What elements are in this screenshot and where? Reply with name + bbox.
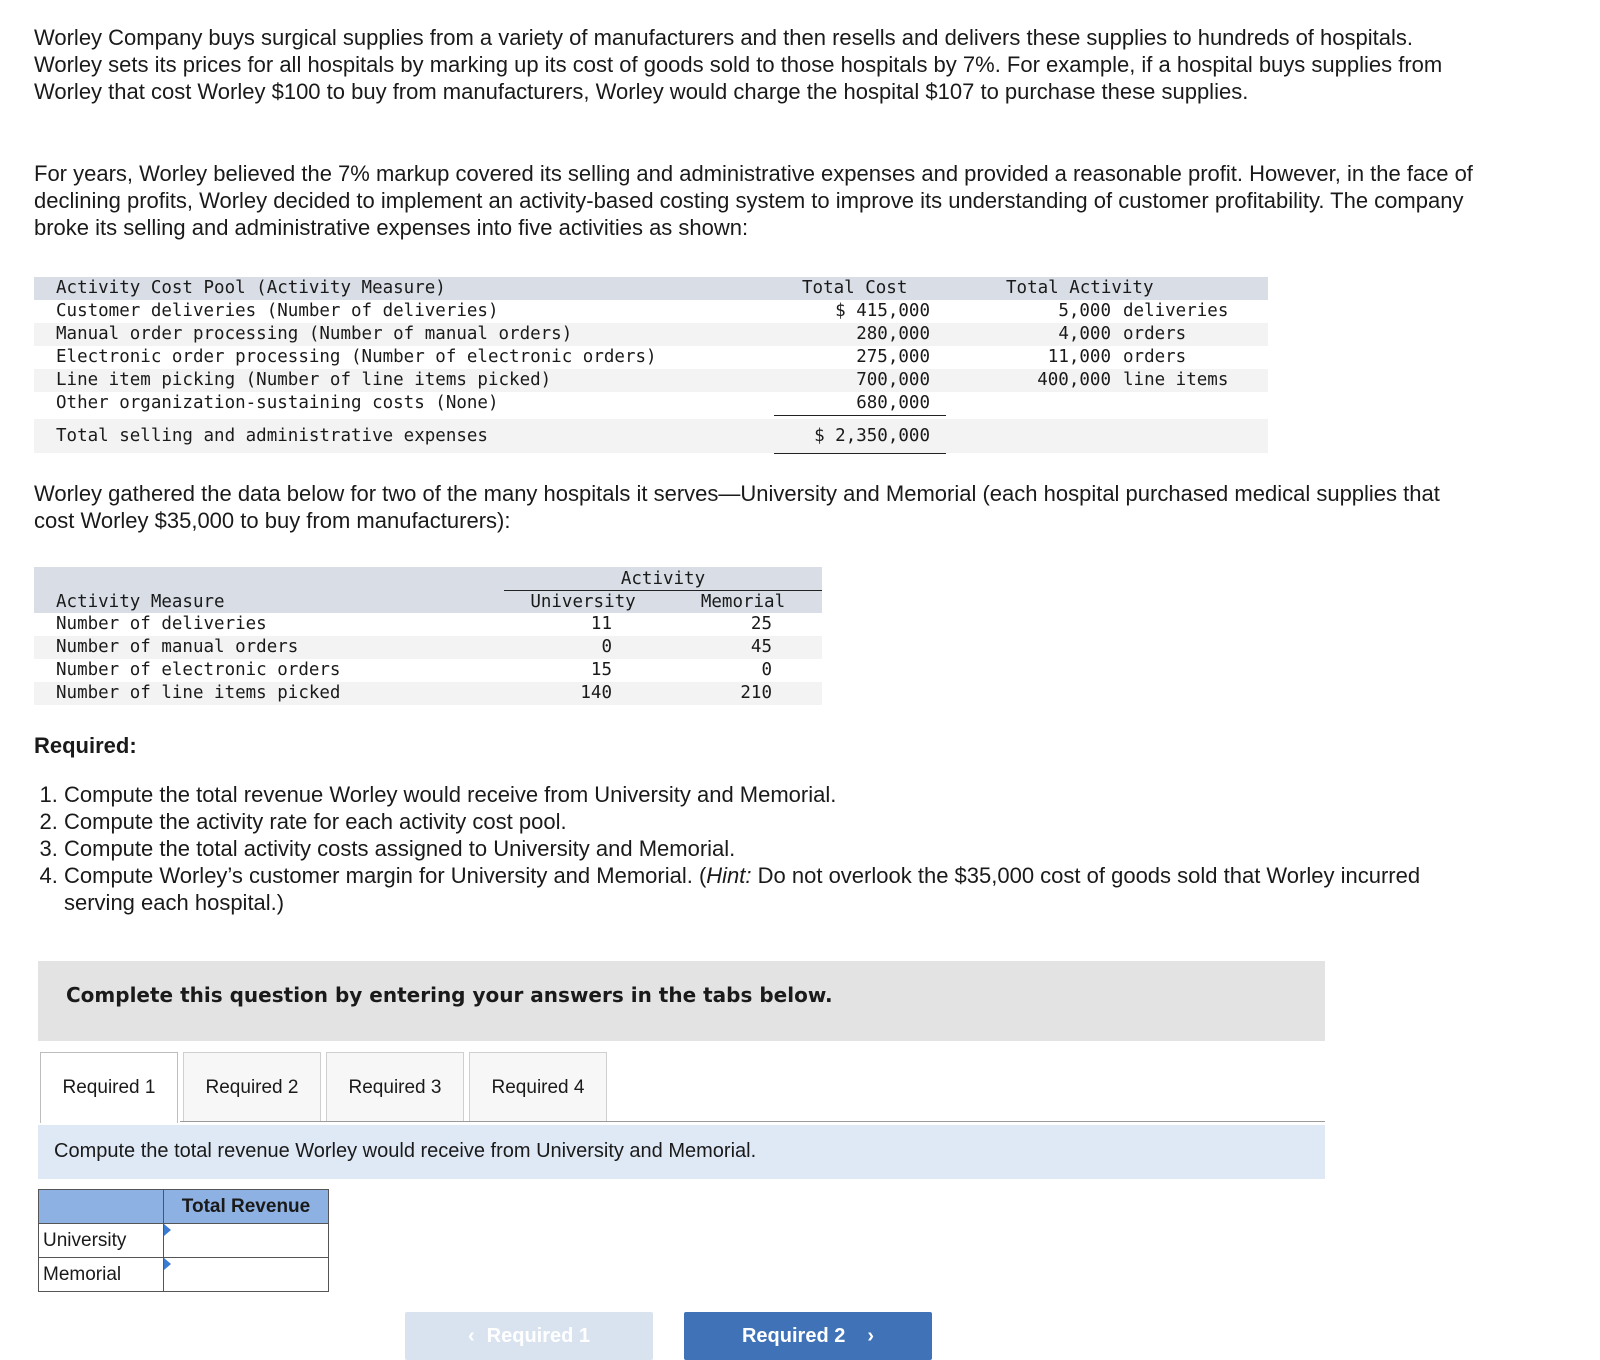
header-activity-measure: Activity Measure bbox=[56, 592, 225, 612]
required-item: 3. Compute the total activity costs assigned to University and Memorial. bbox=[64, 835, 1484, 862]
cell-measure: Number of line items picked bbox=[56, 683, 341, 703]
tab-required-3[interactable]: Required 3 bbox=[326, 1052, 464, 1121]
table-row bbox=[34, 369, 1268, 392]
memorial-revenue-cell bbox=[164, 1258, 329, 1292]
cell-cost: 680,000 bbox=[856, 393, 930, 413]
required-item: 1. Compute the total revenue Worley would receive from University and Memorial. bbox=[64, 781, 1484, 808]
cell-memorial: 25 bbox=[750, 614, 772, 634]
cell-measure: Number of electronic orders bbox=[56, 660, 341, 680]
item4-text: Compute Worley’s customer margin for University and Memorial. ( bbox=[64, 863, 707, 888]
cell-pool: Customer deliveries (Number of deliveries) bbox=[56, 301, 499, 321]
hospital-activity-table bbox=[34, 567, 822, 707]
header-activity-cost-pool: Activity Cost Pool (Activity Measure) bbox=[56, 278, 446, 298]
header-memorial: Memorial bbox=[700, 592, 786, 612]
activity-cost-table bbox=[34, 277, 1268, 453]
cell-cost: 700,000 bbox=[856, 370, 930, 390]
total-label: Total selling and administrative expenses bbox=[56, 426, 488, 446]
cell-measure: Number of manual orders bbox=[56, 637, 299, 657]
cell-unit: orders bbox=[1123, 347, 1187, 367]
cell-qty: 5,000 bbox=[1058, 301, 1111, 321]
cell-university: 15 bbox=[590, 660, 612, 680]
chevron-left-icon: ‹ bbox=[467, 1325, 475, 1347]
table-row bbox=[34, 392, 1268, 415]
next-button-label: Required 2 bbox=[741, 1325, 846, 1347]
intro-paragraph-3: Worley gathered the data below for two of the many hospitals it serves—University and Memorial (each hospital purchased medical supplies that cost Worley $35,000 to buy from manufacturers): bbox=[34, 481, 1440, 533]
cell-university: 11 bbox=[590, 614, 612, 634]
cell-unit: deliveries bbox=[1123, 301, 1229, 321]
cell-qty: 400,000 bbox=[1037, 370, 1111, 390]
tab-required-4[interactable]: Required 4 bbox=[469, 1052, 607, 1121]
answer-table bbox=[38, 1189, 329, 1292]
answer-label-university: University bbox=[39, 1224, 164, 1258]
intro-paragraph-1: Worley Company buys surgical supplies from a variety of manufacturers and then resells and delivers these supplies to hundreds of hospitals. Worley sets its prices for all hospitals by marking up its cost of goods sold to those hospitals by 7%. For example, if a hospital buys supplies from Worley that cost Worley $100 to buy from manufacturers, Worley would charge the hospital $107 to purchase these supplies. bbox=[34, 25, 1443, 104]
total-rule bbox=[774, 453, 946, 454]
cell-qty: 4,000 bbox=[1058, 324, 1111, 344]
header-activity-group: Activity bbox=[620, 569, 706, 589]
table-row bbox=[34, 323, 1268, 346]
header-total-activity: Total Activity bbox=[1006, 278, 1154, 298]
header-university: University bbox=[530, 592, 636, 612]
chevron-right-icon: › bbox=[867, 1325, 875, 1347]
required-list bbox=[34, 781, 1484, 916]
cell-measure: Number of deliveries bbox=[56, 614, 267, 634]
answer-header-blank bbox=[39, 1190, 164, 1224]
answer-label-memorial: Memorial bbox=[39, 1258, 164, 1292]
table-row bbox=[34, 659, 822, 682]
cell-unit: orders bbox=[1123, 324, 1187, 344]
tab-instruction bbox=[38, 1125, 1325, 1179]
subtotal-rule bbox=[774, 415, 946, 416]
table-header bbox=[34, 567, 822, 613]
cell-memorial: 210 bbox=[740, 683, 772, 703]
item4-hint: Hint: bbox=[706, 863, 752, 888]
input-marker-icon bbox=[164, 1224, 171, 1236]
total-cost: $ 2,350,000 bbox=[814, 426, 930, 446]
cell-university: 140 bbox=[580, 683, 612, 703]
cell-cost: 275,000 bbox=[856, 347, 930, 367]
cell-memorial: 45 bbox=[750, 637, 772, 657]
required-item: 2. Compute the activity rate for each activity cost pool. bbox=[64, 808, 1484, 835]
tab-required-2[interactable]: Required 2 bbox=[183, 1052, 321, 1121]
table-row bbox=[34, 300, 1268, 323]
required-item bbox=[64, 862, 1484, 916]
cell-pool: Electronic order processing (Number of electronic orders) bbox=[56, 347, 657, 367]
instructions-banner bbox=[38, 961, 1325, 1041]
item4-text-end: Do not overlook the $35,000 cost of goods sold that Worley incurred serving each hospital.) bbox=[64, 863, 1421, 915]
table-header-row bbox=[34, 277, 1268, 300]
input-marker-icon bbox=[164, 1258, 171, 1270]
cell-cost: $ 415,000 bbox=[835, 301, 930, 321]
answer-header-total-revenue: Total Revenue bbox=[164, 1190, 329, 1224]
cell-university: 0 bbox=[601, 637, 612, 657]
prev-button-label: Required 1 bbox=[486, 1325, 591, 1347]
table-row bbox=[34, 682, 822, 705]
prev-button[interactable] bbox=[405, 1312, 653, 1360]
table-row bbox=[34, 636, 822, 659]
cell-pool: Line item picking (Number of line items picked) bbox=[56, 370, 552, 390]
header-total-cost: Total Cost bbox=[802, 278, 908, 298]
instruction-text: Compute the total revenue Worley would receive from University and Memorial. bbox=[54, 1140, 757, 1162]
university-revenue-input[interactable] bbox=[164, 1224, 328, 1257]
table-row bbox=[34, 613, 822, 636]
banner-text: Complete this question by entering your answers in the tabs below. bbox=[66, 983, 833, 1007]
cell-unit: line items bbox=[1123, 370, 1229, 390]
intro-paragraph-2: For years, Worley believed the 7% markup covered its selling and administrative expenses and provided a reasonable profit. However, in the face of declining profits, Worley decided to implement an activity-based costing system to improve its understanding of customer profitability. The company broke its selling and administrative expenses into five activities as shown: bbox=[34, 161, 1473, 240]
cell-cost: 280,000 bbox=[856, 324, 930, 344]
tab-divider bbox=[180, 1121, 1325, 1122]
cell-pool: Other organization-sustaining costs (None) bbox=[56, 393, 499, 413]
table-total-row bbox=[34, 419, 1268, 453]
cell-qty: 11,000 bbox=[1047, 347, 1111, 367]
required-title: Required: bbox=[34, 733, 137, 758]
cell-memorial: 0 bbox=[761, 660, 772, 680]
tab-required-1[interactable]: Required 1 bbox=[40, 1052, 178, 1123]
university-revenue-cell bbox=[164, 1224, 329, 1258]
memorial-revenue-input[interactable] bbox=[164, 1258, 328, 1291]
cell-pool: Manual order processing (Number of manual orders) bbox=[56, 324, 573, 344]
next-button[interactable] bbox=[684, 1312, 932, 1360]
table-row bbox=[34, 346, 1268, 369]
